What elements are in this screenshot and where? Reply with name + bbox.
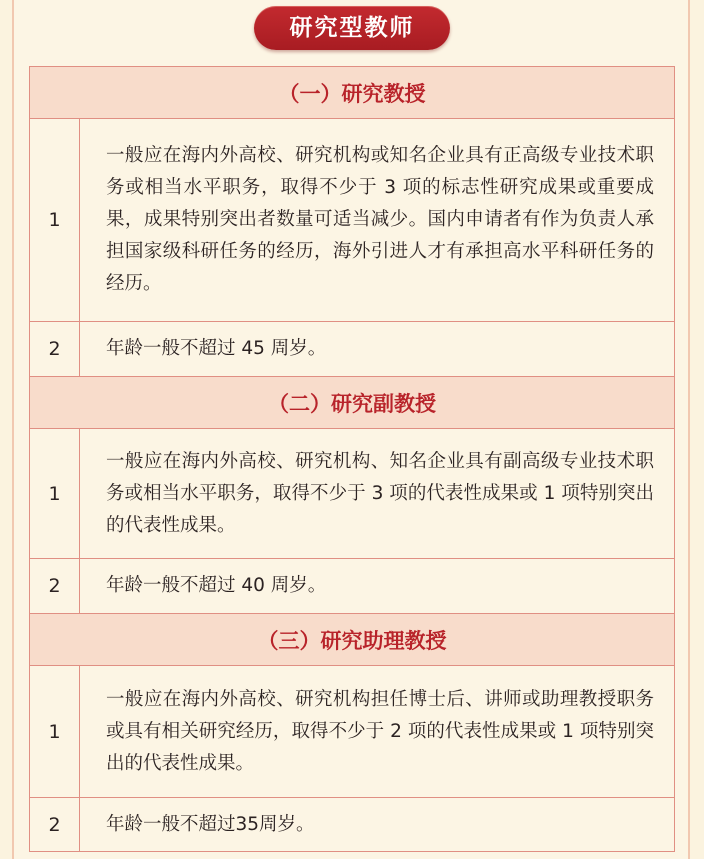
row-text: 一般应在海内外高校、研究机构或知名企业具有正高级专业技术职务或相当水平职务，取得不少于 3 项的标志性研究成果或重要成果，成果特别突出者数量可适当减少。国内申请者有作为负责人承担国家级科研任务的经历，海外引进人才有承担高水平科研任务的经历。 — [80, 119, 675, 322]
table-row — [30, 119, 675, 322]
table-row — [30, 429, 675, 559]
section-header-research-assistant-professor — [30, 614, 675, 666]
row-number: 2 — [30, 559, 80, 614]
row-text: 年龄一般不超过35周岁。 — [80, 798, 675, 852]
row-text: 年龄一般不超过 40 周岁。 — [80, 559, 675, 614]
row-text: 年龄一般不超过 45 周岁。 — [80, 322, 675, 377]
section-header-research-professor — [30, 67, 675, 119]
table-row — [30, 559, 675, 614]
table-row — [30, 322, 675, 377]
row-number: 2 — [30, 322, 80, 377]
section-heading: （三）研究助理教授 — [30, 614, 675, 666]
row-text: 一般应在海内外高校、研究机构担任博士后、讲师或助理教授职务或具有相关研究经历，取得不少于 2 项的代表性成果或 1 项特别突出的代表性成果。 — [80, 666, 675, 798]
row-number: 2 — [30, 798, 80, 852]
row-number: 1 — [30, 429, 80, 559]
page-title: 研究型教师 — [254, 6, 450, 50]
section-header-research-associate-professor — [30, 377, 675, 429]
section-heading: （一）研究教授 — [30, 67, 675, 119]
row-number: 1 — [30, 119, 80, 322]
row-text: 一般应在海内外高校、研究机构、知名企业具有副高级专业技术职务或相当水平职务，取得不少于 3 项的代表性成果或 1 项特别突出的代表性成果。 — [80, 429, 675, 559]
section-heading: （二）研究副教授 — [30, 377, 675, 429]
table-row — [30, 666, 675, 798]
table-row — [30, 798, 675, 852]
requirements-table — [29, 66, 675, 852]
row-number: 1 — [30, 666, 80, 798]
